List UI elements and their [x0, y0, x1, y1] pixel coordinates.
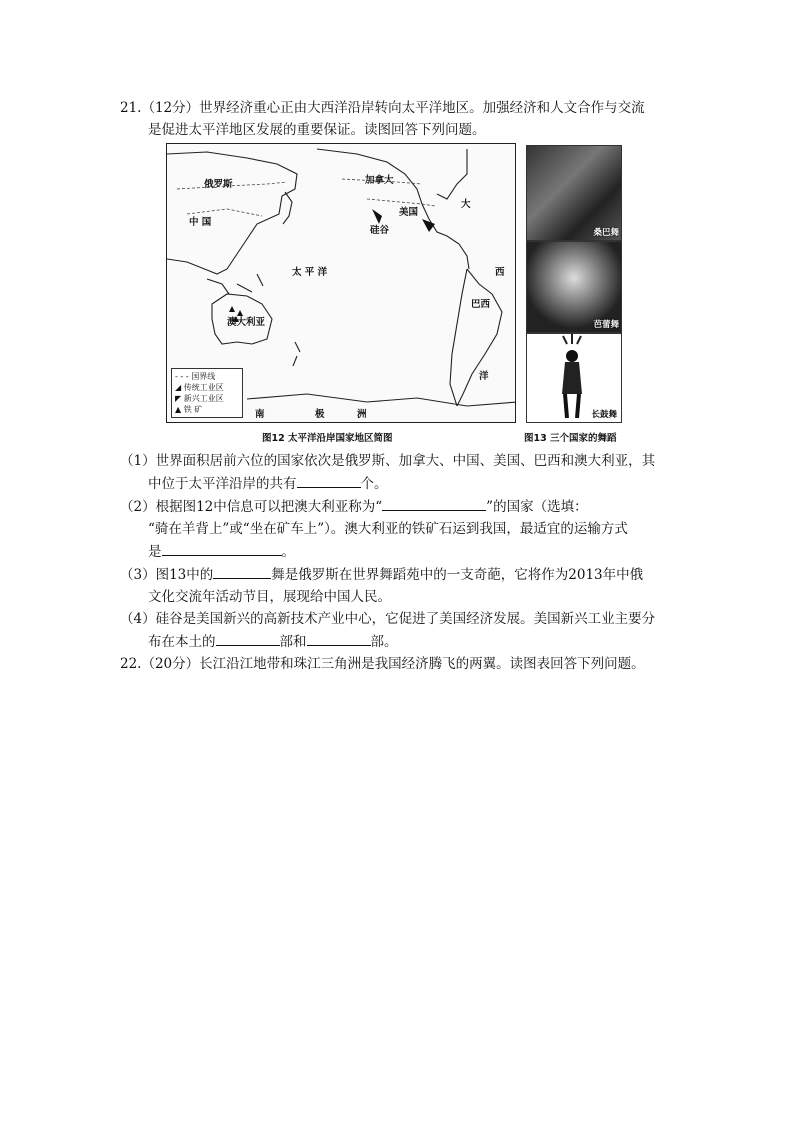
label-atlantic-2: 西 — [495, 267, 505, 278]
label-atlantic-3: 洋 — [479, 371, 489, 382]
figure-12-caption: 图12 太平洋沿岸国家地区简图 — [262, 433, 393, 444]
label-canada: 加拿大 — [365, 175, 394, 186]
q22-line1: 22.（20分）长江沿江地带和珠江三角洲是我国经济腾飞的两翼。读图表回答下列问题。 — [120, 656, 645, 672]
label-antarctica-3: 洲 — [357, 409, 367, 420]
legend-iron: ▲ 铁 矿 — [175, 405, 203, 414]
q3-blank[interactable] — [213, 563, 271, 579]
question-21-intro — [120, 97, 680, 141]
figure-13-caption: 图13 三个国家的舞蹈 — [524, 433, 617, 444]
q21-line1: 21.（12分）世界经济重心正由大西洋沿岸转向太平洋地区。加强经济和人文合作与交流 — [120, 100, 645, 116]
map-legend — [171, 368, 243, 418]
q2-line3: 是 。 — [120, 540, 680, 563]
q2-blank-2[interactable] — [162, 540, 282, 556]
q2-line1: （2）根据图12中信息可以把澳大利亚称为“ ”的国家（选填： — [120, 495, 680, 518]
q1-blank[interactable] — [297, 472, 361, 488]
label-silicon-valley: 硅谷 — [370, 225, 390, 236]
q1-line1: （1）世界面积居前六位的国家依次是俄罗斯、加拿大、中国、美国、巴西和澳大利亚，其 — [120, 453, 656, 469]
legend-emerging: ◤ 新兴工业区 — [175, 394, 224, 403]
samba-photo — [526, 145, 622, 241]
drum-dance-photo — [526, 333, 622, 423]
q21-line2: 是促进太平洋地区发展的重要保证。读图回答下列问题。 — [148, 122, 486, 138]
label-russia: 俄罗斯 — [204, 179, 233, 190]
label-usa: 美国 — [399, 207, 419, 218]
label-china: 中 国 — [189, 217, 212, 228]
label-brazil: 巴西 — [471, 299, 491, 310]
q3-line2: 文化交流年活动节目，展现给中国人民。 — [148, 589, 391, 605]
ballet-label: 芭蕾舞 — [593, 320, 619, 330]
legend-traditional: ◢ 传统工业区 — [175, 383, 224, 392]
q3-line1: （3）图13中的 舞是俄罗斯在世界舞蹈苑中的一支奇葩，它将作为2013年中俄 — [120, 563, 680, 586]
q1-line2: 中位于太平洋沿岸的共有 个。 — [120, 472, 680, 495]
sub-questions — [120, 450, 680, 675]
drum-label: 长鼓舞 — [591, 410, 617, 420]
ballet-photo — [526, 241, 622, 333]
q2-line2: “骑在羊背上”或“坐在矿车上”）。澳大利亚的铁矿石运到我国，最适宜的运输方式 — [148, 521, 628, 537]
q4-line1: （4）硅谷是美国新兴的高新技术产业中心，它促进了美国经济发展。美国新兴工业主要分 — [120, 611, 656, 627]
q4-blank-1[interactable] — [216, 630, 280, 646]
label-atlantic-1: 大 — [461, 199, 471, 210]
samba-label: 桑巴舞 — [593, 228, 619, 238]
q4-line2: 布在本土的 部和 部。 — [120, 630, 680, 653]
q4-blank-2[interactable] — [307, 630, 371, 646]
label-australia: 澳大利亚 — [227, 317, 266, 328]
legend-border: - - - 国界线 — [175, 372, 216, 381]
label-antarctica-2: 极 — [315, 409, 325, 420]
label-pacific: 太 平 洋 — [292, 267, 328, 278]
q2-blank-1[interactable] — [382, 495, 486, 511]
label-antarctica-1: 南 — [255, 409, 265, 420]
pacific-map-figure — [166, 143, 516, 423]
